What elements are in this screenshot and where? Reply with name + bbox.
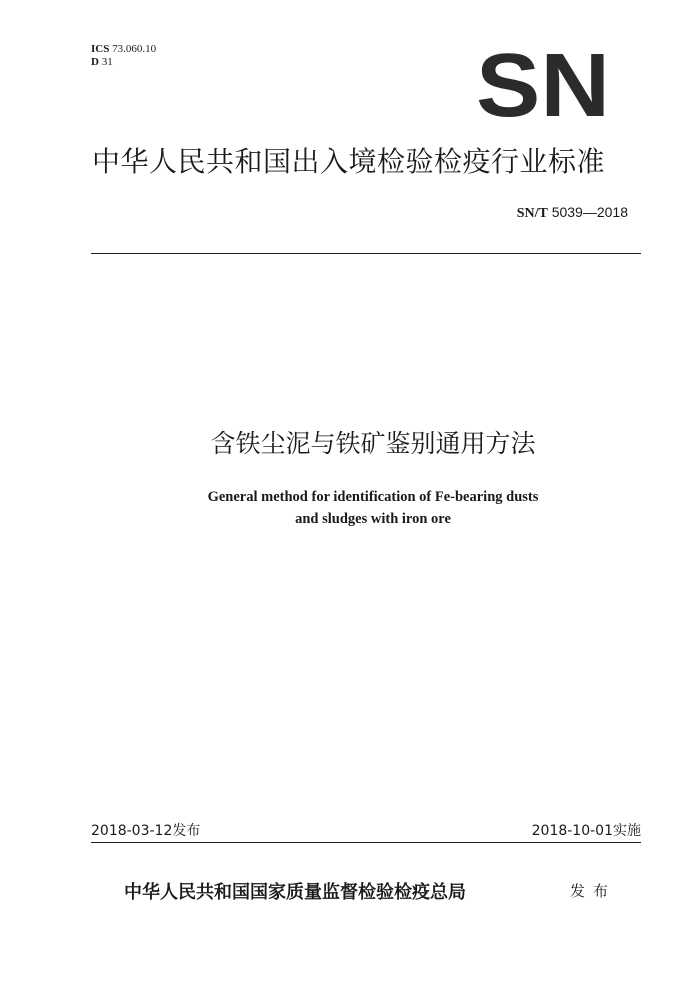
publish-verb: 发布	[570, 882, 617, 900]
header-divider	[91, 253, 641, 254]
sn-logo	[475, 50, 611, 120]
classification-codes	[91, 43, 156, 69]
implementation-date: 2018-10-01实施	[531, 823, 641, 839]
document-title-english	[0, 486, 700, 530]
document-title-chinese: 含铁尘泥与铁矿鉴别通用方法	[210, 429, 536, 458]
issue-date: 2018-03-12发布	[91, 823, 201, 839]
ccs-code: 31	[101, 56, 113, 68]
organization-title: 中华人民共和国出入境检验检疫行业标准	[92, 145, 606, 178]
footer-divider	[91, 842, 641, 843]
publisher-name: 中华人民共和国国家质量监督检验检疫总局	[124, 882, 466, 903]
sn-logo-text: SN	[476, 50, 610, 120]
ccs-prefix: D	[91, 56, 99, 68]
ics-prefix: ICS	[91, 43, 110, 55]
standard-number: 5039—2018	[551, 204, 628, 220]
standard-prefix: SN/T	[516, 206, 548, 221]
ics-code: 73.060.10	[112, 43, 157, 55]
english-title-line-1: General method for identification of Fe-bearing dusts	[207, 489, 539, 505]
english-title-line-2: and sludges with iron ore	[295, 511, 451, 527]
standard-code	[517, 204, 628, 222]
